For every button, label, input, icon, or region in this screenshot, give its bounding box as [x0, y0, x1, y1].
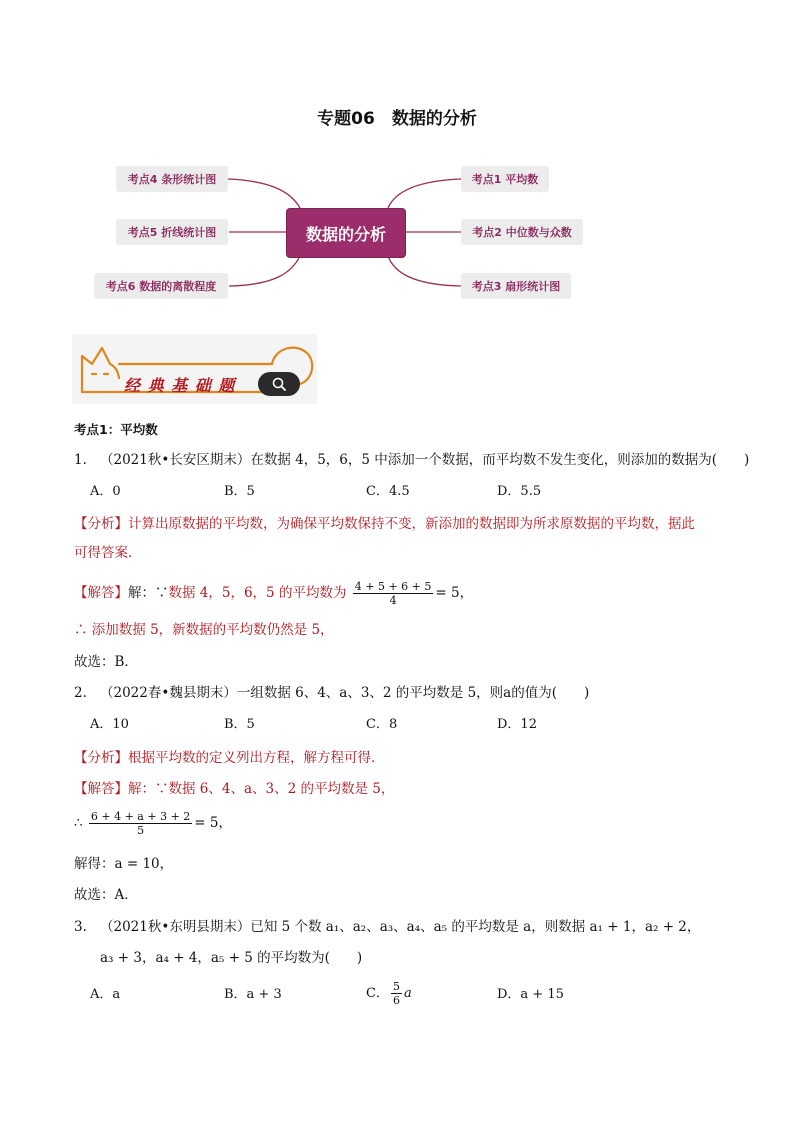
mindmap-node-topic2: 考点2 中位数与众数: [461, 219, 583, 245]
q2-answer-tag: 【解答】: [74, 781, 128, 797]
q1-option-b: B．5: [224, 484, 255, 499]
q1-answer-prefix: 解：: [128, 585, 155, 601]
q2-solve: 解得：a = 10，: [74, 856, 174, 872]
therefore-symbol: ∴: [74, 815, 87, 831]
q1-choose: 故选：B．: [74, 654, 138, 670]
connector-right-1: [388, 179, 461, 208]
q2-analysis-tag: 【分析】: [74, 750, 128, 766]
q1-answer-line2: ∴ 添加数据 5，新数据的平均数仍然是 5，: [74, 622, 334, 638]
q3-option-a: A．a: [90, 987, 121, 1002]
q1-option-a: A．0: [90, 484, 121, 499]
q3-stem-line1: （2021秋•东明县期末）已知 5 个数 a₁、a₂、a₃、a₄、a₅ 的平均数是 a，则数据 a₁ + 1，a₂ + 2，: [100, 919, 701, 935]
q2-answer-line1: [74, 779, 394, 799]
search-icon: [271, 376, 287, 392]
q2-stem: （2022春•魏县期末）一组数据 6、4、a、3、2 的平均数是 5，则a的值为( ): [100, 685, 590, 701]
q3-option-c: C． $\frac{5}{6}$ a: [366, 980, 412, 1007]
mindmap-node-topic1: 考点1 平均数: [461, 166, 549, 192]
q1-option-c: C．4.5: [366, 484, 410, 499]
mindmap-node-topic5: 考点5 折线统计图: [116, 219, 228, 245]
q1-answer-mid: 数据 4，5，6，5 的平均数为: [168, 585, 347, 601]
q2-number: 2.: [74, 685, 87, 701]
q3-option-b: B．a + 3: [224, 987, 282, 1002]
q2-analysis-text: 根据平均数的定义列出方程，解方程可得．: [128, 750, 385, 766]
q1-number: 1.: [74, 452, 87, 468]
q1-answer-tag: 【解答】: [74, 585, 128, 601]
q1-answer-line1: [74, 580, 473, 607]
q2-equation: [74, 810, 232, 837]
q3-number: 3.: [74, 919, 87, 935]
q2-fraction: $\frac{6 + 4 + a + 3 + 2}{5}$: [90, 810, 191, 837]
q2-option-d: D．12: [497, 717, 537, 732]
section-heading: 考点1：平均数: [74, 422, 158, 437]
q3-option-d: D．a + 15: [497, 987, 564, 1002]
q1-stem: （2021秋•长安区期末）在数据 4，5，6，5 中添加一个数据，而平均数不发生变化，则添加的数据为( ): [100, 452, 750, 468]
mindmap-node-topic6: 考点6 数据的离散程度: [94, 273, 228, 299]
banner-title: 经 典 基 础 题: [124, 376, 236, 395]
because-symbol: ∵: [155, 585, 169, 601]
q1-option-d: D．5.5: [497, 484, 542, 499]
connector-left-1: [228, 179, 300, 208]
page-title: 专题06 数据的分析: [317, 109, 477, 129]
q1-answer-post: = 5，: [435, 585, 474, 601]
q2-option-b: B．5: [224, 717, 255, 732]
q1-analysis-line2: 可得答案．: [74, 545, 142, 561]
q3-option-c-fraction: $\frac{5}{6}$: [392, 980, 400, 1007]
section-banner: [72, 334, 317, 404]
q2-equation-post: = 5，: [194, 815, 232, 831]
mindmap-node-topic4: 考点4 条形统计图: [116, 166, 228, 192]
q2-option-a: A．10: [90, 717, 129, 732]
mindmap-connectors: [0, 0, 794, 320]
q1-analysis-text: 计算出原数据的平均数，为确保平均数保持不变，新添加的数据即为所求原数据的平均数，据此: [128, 516, 695, 532]
mindmap-node-topic3: 考点3 扇形统计图: [461, 273, 571, 299]
q2-option-c: C．8: [366, 717, 398, 732]
q2-analysis: [74, 748, 385, 768]
q3-stem-line2: a₃ + 3，a₄ + 4，a₅ + 5 的平均数为( ): [100, 950, 363, 966]
q1-analysis-tag: 【分析】: [74, 516, 128, 532]
q2-choose: 故选：A．: [74, 887, 138, 903]
q2-answer-text: 解：∵数据 6、4、a、3、2 的平均数是 5，: [128, 781, 395, 797]
mindmap-center-node: 数据的分析: [286, 208, 406, 258]
connector-left-3: [229, 256, 300, 286]
connector-right-3: [388, 256, 461, 286]
q1-analysis-line1: [74, 514, 695, 534]
q1-fraction: $\frac{4 + 5 + 6 + 5}{4}$: [354, 580, 432, 607]
